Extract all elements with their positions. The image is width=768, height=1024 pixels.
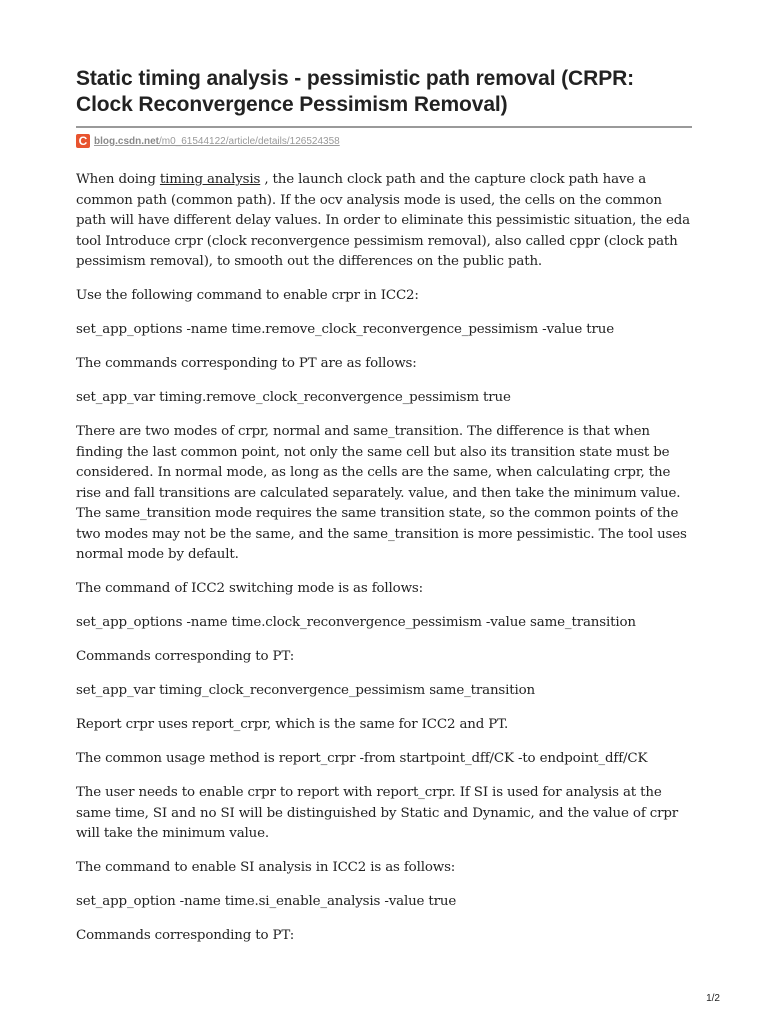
timing-analysis-link[interactable]: timing analysis	[159, 172, 261, 187]
paragraph: The command of ICC2 switching mode is as follows:	[76, 581, 423, 596]
paragraph: Commands corresponding to PT:	[76, 649, 295, 664]
command-line: set_app_var timing_clock_reconvergence_pessimism same_transition	[76, 683, 536, 698]
source-domain: blog.csdn.net	[94, 135, 159, 147]
paragraph: The common usage method is report_crpr -from startpoint_dff/CK -to endpoint_dff/CK	[76, 751, 648, 766]
paragraph: Commands corresponding to PT:	[76, 928, 295, 943]
source-path: /m0_61544122/article/details/126524358	[159, 135, 340, 147]
command-line: set_app_options -name time.clock_reconvergence_pessimism -value same_transition	[76, 615, 636, 630]
paragraph: Report crpr uses report_crpr, which is the same for ICC2 and PT.	[76, 717, 509, 732]
source-line	[76, 126, 692, 150]
intro-text-start: When doing	[76, 172, 160, 187]
command-line: set_app_options -name time.remove_clock_reconvergence_pessimism -value true	[76, 322, 614, 337]
source-url-link[interactable]	[94, 136, 340, 147]
intro-paragraph	[76, 170, 692, 273]
csdn-logo-icon: C	[76, 134, 90, 148]
command-line: set_app_option -name time.si_enable_analysis -value true	[76, 894, 457, 909]
intro-text-end: , the launch clock path and the capture clock path have a common path (common path). If the ocv analysis mode is used, the cells on the common path will have different delay values. In order to eliminate this pessimistic situation, the eda tool Introduce crpr (clock reconvergence pessimism removal), also called cppr (clock path pessimism removal), to smooth out the differences on the public path.	[76, 172, 690, 269]
article-title: Static timing analysis - pessimistic path removal (CRPR: Clock Reconvergence Pessimism Removal)	[76, 67, 635, 116]
paragraph: Use the following command to enable crpr in ICC2:	[76, 288, 419, 303]
paragraph: The user needs to enable crpr to report with report_crpr. If SI is used for analysis at the same time, SI and no SI will be distinguished by Static and Dynamic, and the value of crpr will take the minimum value.	[76, 785, 679, 841]
paragraph: There are two modes of crpr, normal and same_transition. The difference is that when finding the last common point, not only the same cell but also its transition state must be considered. In normal mode, as long as the cells are the same, when calculating crpr, the rise and fall transitions are calculated separately. value, and then take the minimum value. The same_transition mode requires the same transition state, so the common points of the two modes may not be the same, and the same_transition is more pessimistic. The tool uses normal mode by default.	[76, 424, 687, 562]
paragraph: The command to enable SI analysis in ICC2 is as follows:	[76, 860, 456, 875]
paragraph: The commands corresponding to PT are as follows:	[76, 356, 417, 371]
document-page	[76, 66, 692, 960]
page-number: 1/2	[706, 993, 720, 1004]
article-body	[76, 170, 692, 947]
command-line: set_app_var timing.remove_clock_reconvergence_pessimism true	[76, 390, 511, 405]
